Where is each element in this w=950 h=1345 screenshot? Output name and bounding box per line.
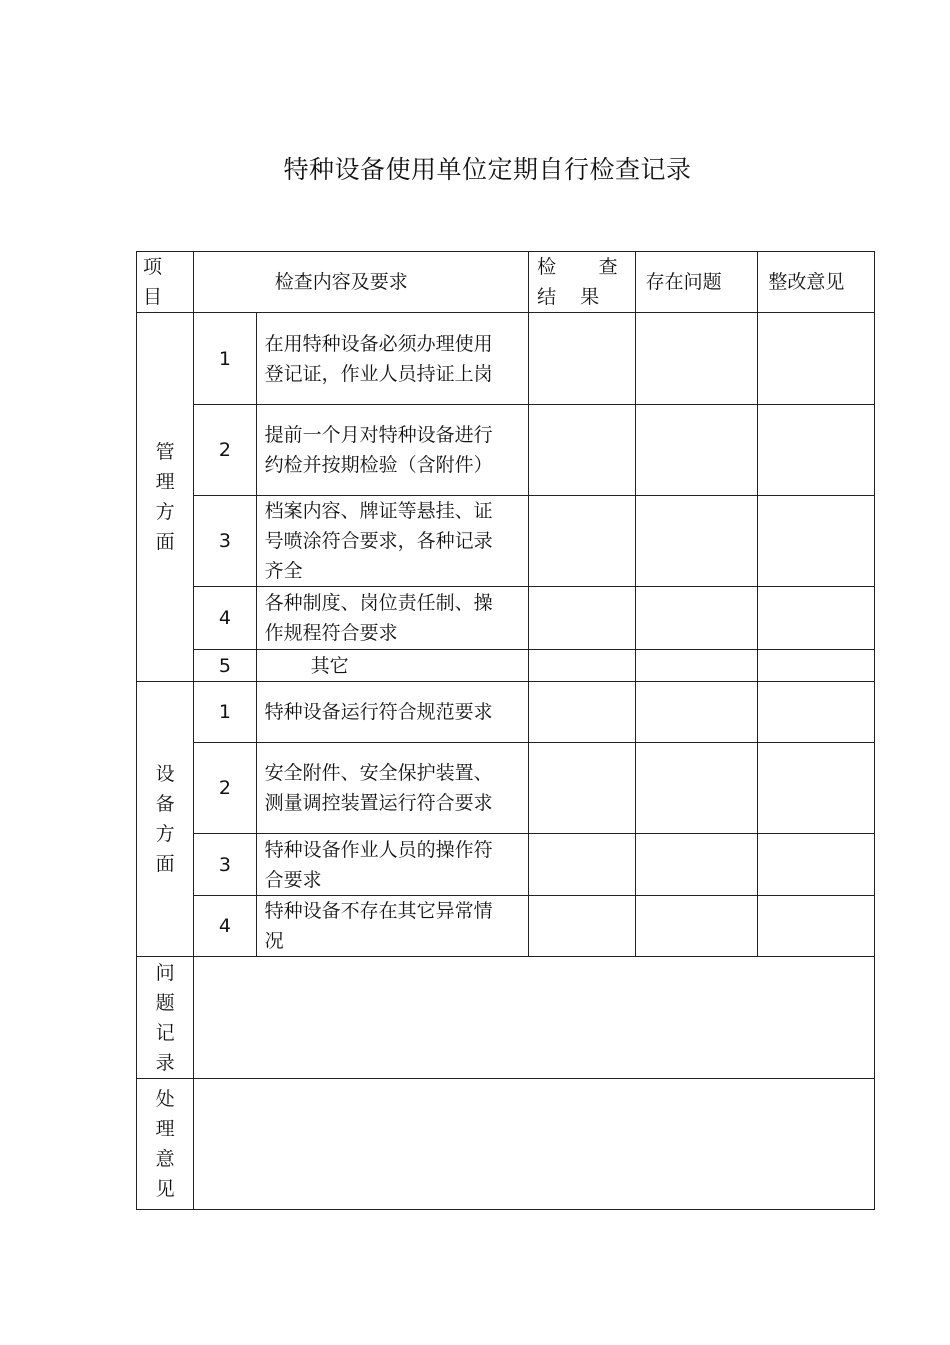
problem-record-row bbox=[137, 957, 875, 1079]
issues-cell[interactable] bbox=[635, 896, 758, 957]
section-label-char: 题 bbox=[155, 991, 175, 1014]
rectification-cell[interactable] bbox=[758, 896, 875, 957]
section-label-equipment bbox=[137, 682, 194, 957]
result-cell[interactable] bbox=[529, 682, 636, 743]
rectification-cell[interactable] bbox=[758, 682, 875, 743]
rectification-cell[interactable] bbox=[758, 834, 875, 896]
result-cell[interactable] bbox=[529, 650, 636, 682]
section-label-char: 处 bbox=[155, 1088, 175, 1110]
issues-cell[interactable] bbox=[635, 650, 758, 682]
handling-opinion-row bbox=[137, 1079, 875, 1210]
table-row bbox=[137, 587, 875, 650]
section-label-char: 录 bbox=[155, 1051, 175, 1074]
row-number: 4 bbox=[194, 896, 256, 957]
table-row bbox=[137, 496, 875, 587]
section-label-char: 设 bbox=[155, 763, 175, 785]
check-requirement: 档案内容、牌证等悬挂、证号喷涂符合要求，各种记录齐全 bbox=[256, 496, 528, 587]
rectification-cell[interactable] bbox=[758, 496, 875, 587]
header-issues-cell: 存在问题 bbox=[635, 252, 758, 313]
check-requirement: 在用特种设备必须办理使用登记证，作业人员持证上岗 bbox=[256, 313, 528, 405]
row-number: 3 bbox=[194, 834, 256, 896]
header-item-cell bbox=[137, 252, 194, 313]
check-requirement: 安全附件、安全保护装置、测量调控装置运行符合要求 bbox=[256, 743, 528, 834]
check-requirement: 特种设备运行符合规范要求 bbox=[256, 682, 528, 743]
section-label-char: 记 bbox=[155, 1021, 175, 1044]
header-item-char: 目 bbox=[143, 286, 163, 308]
section-label-management bbox=[137, 313, 194, 682]
inspection-record-table bbox=[136, 251, 875, 1210]
result-cell[interactable] bbox=[529, 743, 636, 834]
section-label-char: 理 bbox=[155, 471, 175, 493]
result-cell[interactable] bbox=[529, 405, 636, 496]
rectification-cell[interactable] bbox=[758, 587, 875, 650]
issues-cell[interactable] bbox=[635, 682, 758, 743]
section-label-char: 见 bbox=[155, 1178, 175, 1200]
table-row bbox=[137, 313, 875, 405]
row-number: 2 bbox=[194, 743, 256, 834]
issues-cell[interactable] bbox=[635, 587, 758, 650]
table-row bbox=[137, 743, 875, 834]
problem-record-field[interactable] bbox=[194, 957, 875, 1079]
check-requirement: 各种制度、岗位责任制、操作规程符合要求 bbox=[256, 587, 528, 650]
result-cell[interactable] bbox=[529, 896, 636, 957]
handling-opinion-field[interactable] bbox=[194, 1079, 875, 1210]
header-content-cell: 检查内容及要求 bbox=[194, 252, 529, 313]
rectification-cell[interactable] bbox=[758, 313, 875, 405]
section-label-char: 问 bbox=[155, 961, 175, 984]
row-number: 3 bbox=[194, 496, 256, 587]
header-result-label: 检 查 结 果 bbox=[537, 256, 627, 308]
row-number: 5 bbox=[194, 650, 256, 682]
handling-opinion-label bbox=[137, 1079, 194, 1210]
row-number: 4 bbox=[194, 587, 256, 650]
row-number: 1 bbox=[194, 313, 256, 405]
problem-record-label bbox=[137, 957, 194, 1079]
header-result-cell bbox=[529, 252, 636, 313]
table-row bbox=[137, 405, 875, 496]
section-label-char: 方 bbox=[155, 823, 175, 845]
issues-cell[interactable] bbox=[635, 834, 758, 896]
section-label-char: 备 bbox=[155, 793, 175, 815]
table-row bbox=[137, 650, 875, 682]
section-label-char: 方 bbox=[155, 501, 175, 523]
row-number: 1 bbox=[194, 682, 256, 743]
issues-cell[interactable] bbox=[635, 313, 758, 405]
check-requirement: 提前一个月对特种设备进行约检并按期检验（含附件） bbox=[256, 405, 528, 496]
check-requirement: 其它 bbox=[256, 650, 528, 682]
table-row bbox=[137, 834, 875, 896]
result-cell[interactable] bbox=[529, 313, 636, 405]
table-row bbox=[137, 896, 875, 957]
section-label-char: 意 bbox=[155, 1148, 175, 1170]
rectification-cell[interactable] bbox=[758, 405, 875, 496]
section-label-char: 面 bbox=[155, 531, 175, 553]
result-cell[interactable] bbox=[529, 587, 636, 650]
check-requirement: 特种设备作业人员的操作符合要求 bbox=[256, 834, 528, 896]
section-label-char: 理 bbox=[155, 1118, 175, 1140]
result-cell[interactable] bbox=[529, 496, 636, 587]
table-header-row bbox=[137, 252, 875, 313]
header-item-char: 项 bbox=[143, 256, 163, 278]
rectification-cell[interactable] bbox=[758, 650, 875, 682]
table-row bbox=[137, 682, 875, 743]
header-rectification-cell: 整改意见 bbox=[758, 252, 875, 313]
rectification-cell[interactable] bbox=[758, 743, 875, 834]
row-number: 2 bbox=[194, 405, 256, 496]
issues-cell[interactable] bbox=[635, 496, 758, 587]
check-requirement: 特种设备不存在其它异常情况 bbox=[256, 896, 528, 957]
section-label-char: 面 bbox=[155, 853, 175, 875]
issues-cell[interactable] bbox=[635, 405, 758, 496]
section-label-char: 管 bbox=[155, 441, 175, 463]
result-cell[interactable] bbox=[529, 834, 636, 896]
issues-cell[interactable] bbox=[635, 743, 758, 834]
document-title: 特种设备使用单位定期自行检查记录 bbox=[283, 155, 692, 184]
